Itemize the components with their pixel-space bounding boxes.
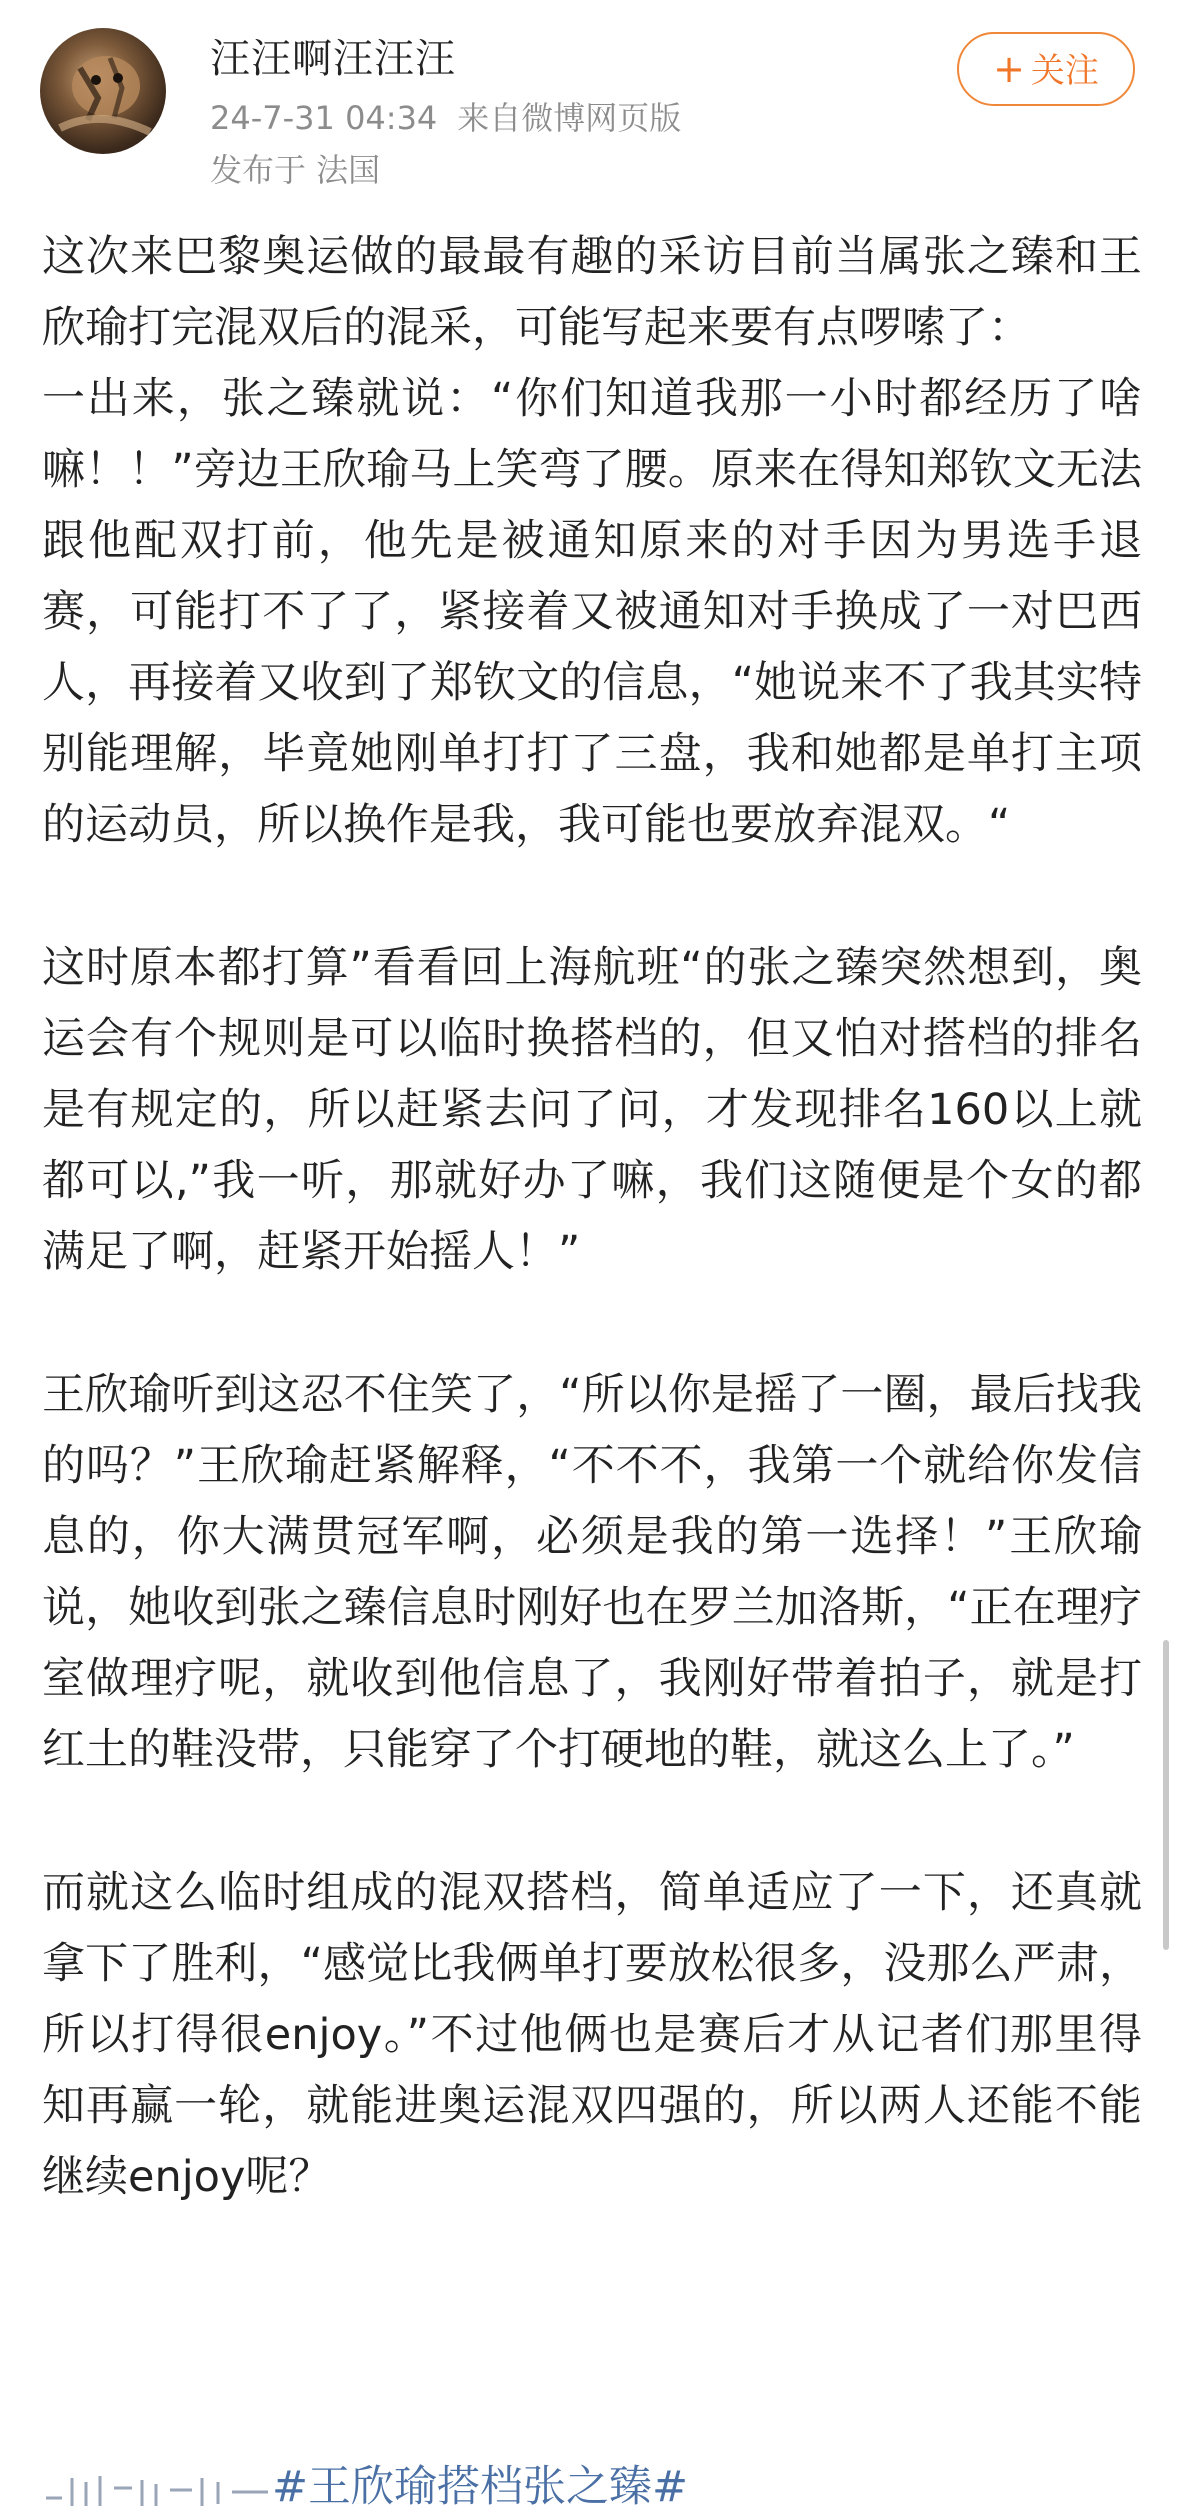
post-paragraph: 王欣瑜听到这忍不住笑了，“所以你是摇了一圈，最后找我的吗？”王欣瑜赶紧解释，“不不不，我第一个就给你发信息的，你大满贯冠军啊，必须是我的第一选择！”王欣瑜说，她收到张之臻信息时刚好也在罗兰加洛斯，“正在理疗室做理疗呢，就收到他信息了，我刚好带着拍子，就是打红土的鞋没带，只能穿了个打硬地的鞋，就这么上了。” xyxy=(42,1370,1142,1775)
avatar[interactable] xyxy=(40,28,166,154)
post-timestamp: 24-7-31 04:34 xyxy=(210,99,438,137)
hashtag-row xyxy=(42,2462,688,2512)
hashtag-link[interactable]: #王欣瑜搭档张之臻# xyxy=(272,2462,689,2512)
redaction-scribble xyxy=(42,2468,272,2512)
follow-label: 关注 xyxy=(1030,51,1099,91)
plus-icon: + xyxy=(993,47,1025,91)
post-header xyxy=(0,0,1179,200)
follow-button[interactable] xyxy=(957,32,1135,106)
post-paragraph: 这次来巴黎奥运做的最最有趣的采访目前当属张之臻和王欣瑜打完混双后的混采，可能写起来要有点啰嗦了： xyxy=(42,232,1142,353)
avatar-image xyxy=(40,28,166,154)
post-meta xyxy=(210,98,701,138)
post-paragraph: 这时原本都打算”看看回上海航班“的张之臻突然想到，奥运会有个规则是可以临时换搭档的，但又怕对搭档的排名是有规定的，所以赶紧去问了问，才发现排名160以上就都可以,”我一听，那就好办了嘛，我们这随便是个女的都满足了啊，赶紧开始摇人！” xyxy=(42,943,1142,1277)
scrollbar[interactable] xyxy=(1163,1640,1169,1950)
post-paragraph: 而就这么临时组成的混双搭档，简单适应了一下，还真就拿下了胜利，“感觉比我俩单打要放松很多，没那么严肃，所以打得很enjoy。”不过他俩也是赛后才从记者们那里得知再赢一轮，就能进奥运混双四强的，所以两人还能不能继续enjoy呢？ xyxy=(42,1868,1142,2202)
post-source: 来自微博网页版 xyxy=(457,99,682,137)
post-paragraph: 一出来，张之臻就说：“你们知道我那一小时都经历了啥嘛！！”旁边王欣瑜马上笑弯了腰。原来在得知郑钦文无法跟他配双打前，他先是被通知原来的对手因为男选手退赛，可能打不了了，紧接着又被通知对手换成了一对巴西人，再接着又收到了郑钦文的信息，“她说来不了我其实特别能理解，毕竟她刚单打打了三盘，我和她都是单打主项的运动员，所以换作是我，我可能也要放弃混双。“ xyxy=(42,374,1142,850)
post-location: 发布于 法国 xyxy=(210,151,381,189)
username[interactable]: 汪汪啊汪汪汪 xyxy=(210,36,456,82)
post-body xyxy=(42,222,1142,2213)
